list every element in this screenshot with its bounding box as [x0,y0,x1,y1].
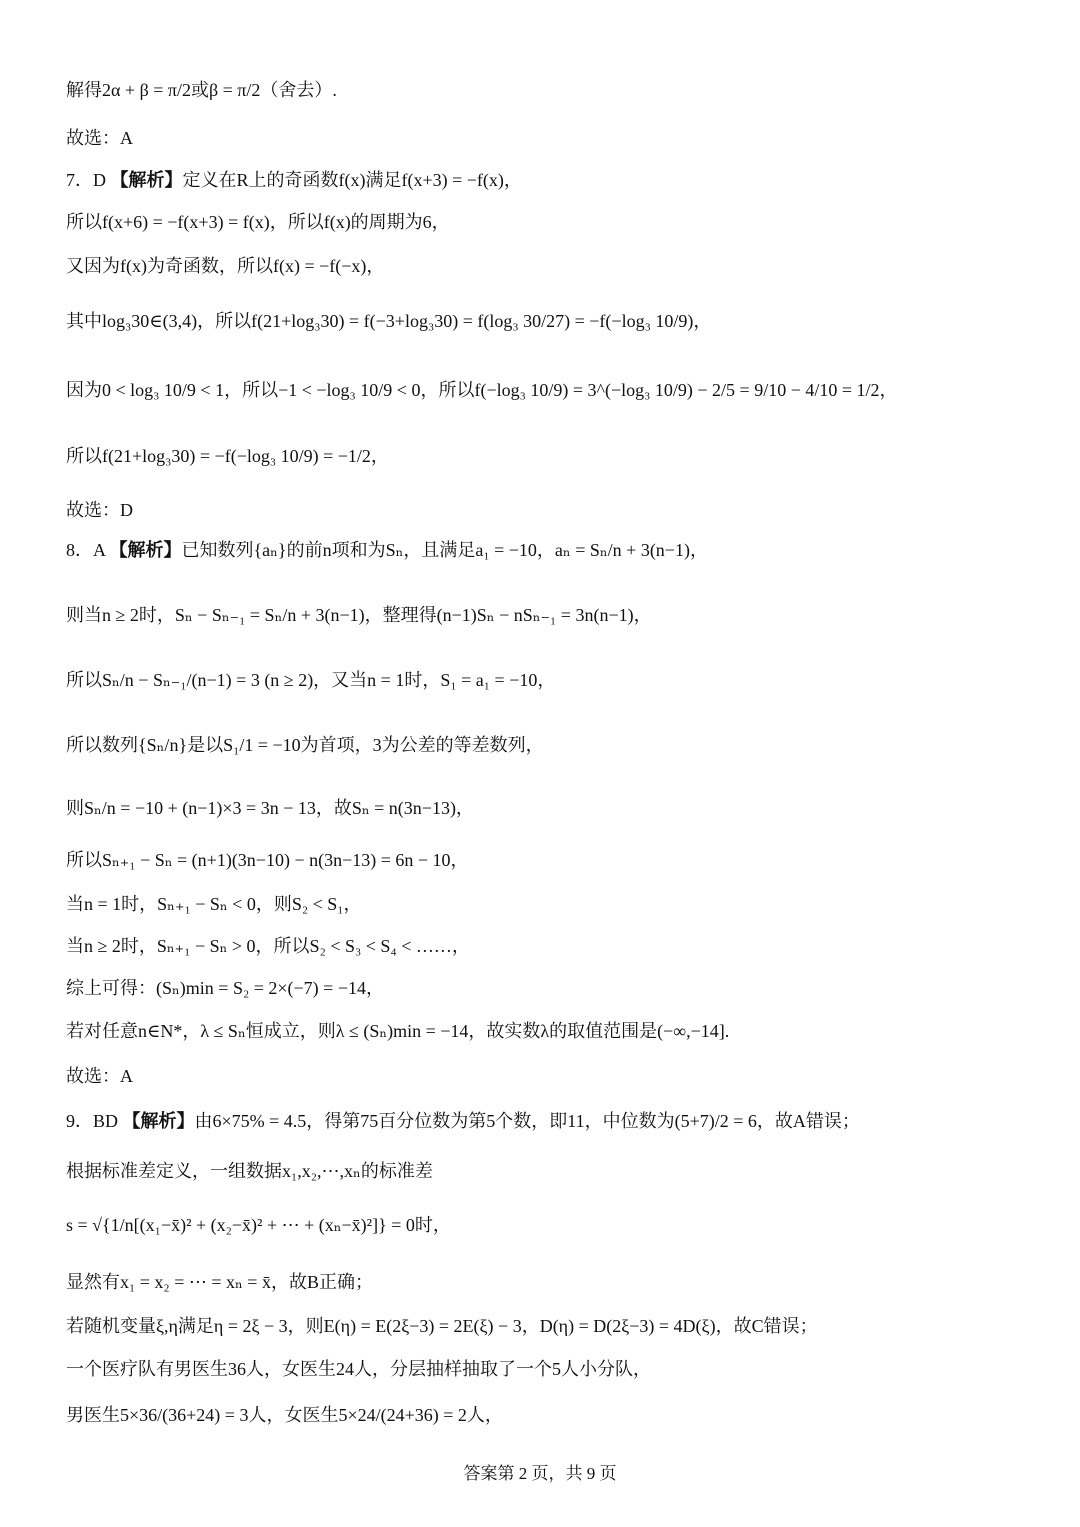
text-segment: 7．D [66,170,111,190]
text-line [66,444,1040,468]
text-segment: 故选：D [66,500,133,520]
text-line [66,78,1040,102]
text-line [66,1213,1040,1237]
text-segment: 一个医疗队有男医生36人，女医生24人，分层抽样抽取了一个5人小分队， [66,1359,651,1379]
text-segment: 故选：A [66,128,133,148]
text-segment: 其中log₃30∈(3,4)，所以f(21+log₃30) = f(−3+log₃30) = f(log₃ 30/27) = −f(−log₃ 10/9)， [66,311,712,331]
text-line [66,796,1040,820]
text-line [66,892,1040,916]
text-line [66,168,1040,192]
text-line [66,1357,1040,1381]
text-segment: 综上可得：(Sₙ)min = S₂ = 2×(−7) = −14， [66,978,384,998]
analysis-label: 【解析】 [122,1111,195,1131]
text-line [66,126,1040,150]
text-segment: 所以数列{Sₙ/n}是以S₁/1 = −10为首项，3为公差的等差数列， [66,735,544,755]
text-segment: 因为0 < log₃ 10/9 < 1，所以−1 < −log₃ 10/9 < 0，所以f(−log₃ 10/9) = 3^(−log₃ 10/9) − 2/5 = 9/10 − 4/10 = 1/2， [66,380,898,400]
text-segment: 则Sₙ/n = −10 + (n−1)×3 = 3n − 13，故Sₙ = n(3n−13)， [66,798,474,818]
text-segment: 若随机变量ξ,η满足η = 2ξ − 3，则E(η) = E(2ξ−3) = 2E(ξ) − 3，D(η) = D(2ξ−3) = 4D(ξ)，故C错误； [66,1316,818,1336]
text-line [66,1270,1040,1294]
text-line [66,378,1040,402]
text-segment: 所以Sₙ/n − Sₙ₋₁/(n−1) = 3 (n ≥ 2)，又当n = 1时，S₁ = a₁ = −10， [66,670,556,690]
text-line [66,1314,1040,1338]
text-line [66,603,1040,627]
text-segment: 根据标准差定义，一组数据x₁,x₂,⋯,xₙ的标准差 [66,1161,433,1181]
text-line [66,210,1040,234]
text-segment: 所以f(21+log₃30) = −f(−log₃ 10/9) = −1/2， [66,446,389,466]
analysis-label: 【解析】 [109,540,182,560]
text-segment: s = √{1/n[(x₁−x̄)² + (x₂−x̄)² + ⋯ + (xₙ−x̄)²]} = 0时， [66,1215,451,1235]
text-segment: 当n = 1时，Sₙ₊₁ − Sₙ < 0，则S₂ < S₁， [66,894,362,914]
text-line [66,254,1040,278]
text-segment: 则当n ≥ 2时，Sₙ − Sₙ₋₁ = Sₙ/n + 3(n−1)，整理得(n−1)Sₙ − nSₙ₋₁ = 3n(n−1)， [66,605,652,625]
text-line [66,1019,1040,1043]
text-segment: 所以f(x+6) = −f(x+3) = f(x)，所以f(x)的周期为6， [66,212,450,232]
text-line [66,1109,1040,1133]
text-segment: 当n ≥ 2时，Sₙ₊₁ − Sₙ > 0，所以S₂ < S₃ < S₄ < ……， [66,936,470,956]
text-line [66,934,1040,958]
text-segment: 解得2α + β = π/2或β = π/2（舍去）. [66,80,337,100]
text-line [66,1064,1040,1088]
text-segment: 显然有x₁ = x₂ = ⋯ = xₙ = x̄，故B正确； [66,1272,373,1292]
text-line [66,1403,1040,1427]
text-segment: 所以Sₙ₊₁ − Sₙ = (n+1)(3n−10) − n(3n−13) = 6n − 10， [66,850,469,870]
text-line [66,976,1040,1000]
text-segment: 已知数列{aₙ}的前n项和为Sₙ，且满足a₁ = −10，aₙ = Sₙ/n + 3(n−1)， [181,540,708,560]
text-line [66,498,1040,522]
text-segment: 若对任意n∈N*，λ ≤ Sₙ恒成立，则λ ≤ (Sₙ)min = −14，故实数λ的取值范围是(−∞,−14]. [66,1021,730,1041]
page-footer: 答案第 2 页，共 9 页 [463,1464,617,1483]
text-line [66,733,1040,757]
text-segment: 定义在R上的奇函数f(x)满足f(x+3) = −f(x)， [182,170,522,190]
text-segment: 8．A [66,540,110,560]
text-segment: 男医生5×36/(36+24) = 3人，女医生5×24/(24+36) = 2人， [66,1405,503,1425]
text-segment: 又因为f(x)为奇函数，所以f(x) = −f(−x)， [66,256,385,276]
text-line [66,538,1040,562]
text-segment: 9．BD [66,1111,123,1131]
text-line [66,309,1040,333]
text-segment: 由6×75% = 4.5，得第75百分位数为第5个数，即11，中位数为(5+7)/2 = 6，故A错误； [194,1111,860,1131]
analysis-label: 【解析】 [110,170,183,190]
text-segment: 故选：A [66,1066,133,1086]
text-line [66,668,1040,692]
text-line [66,848,1040,872]
text-line [66,1159,1040,1183]
